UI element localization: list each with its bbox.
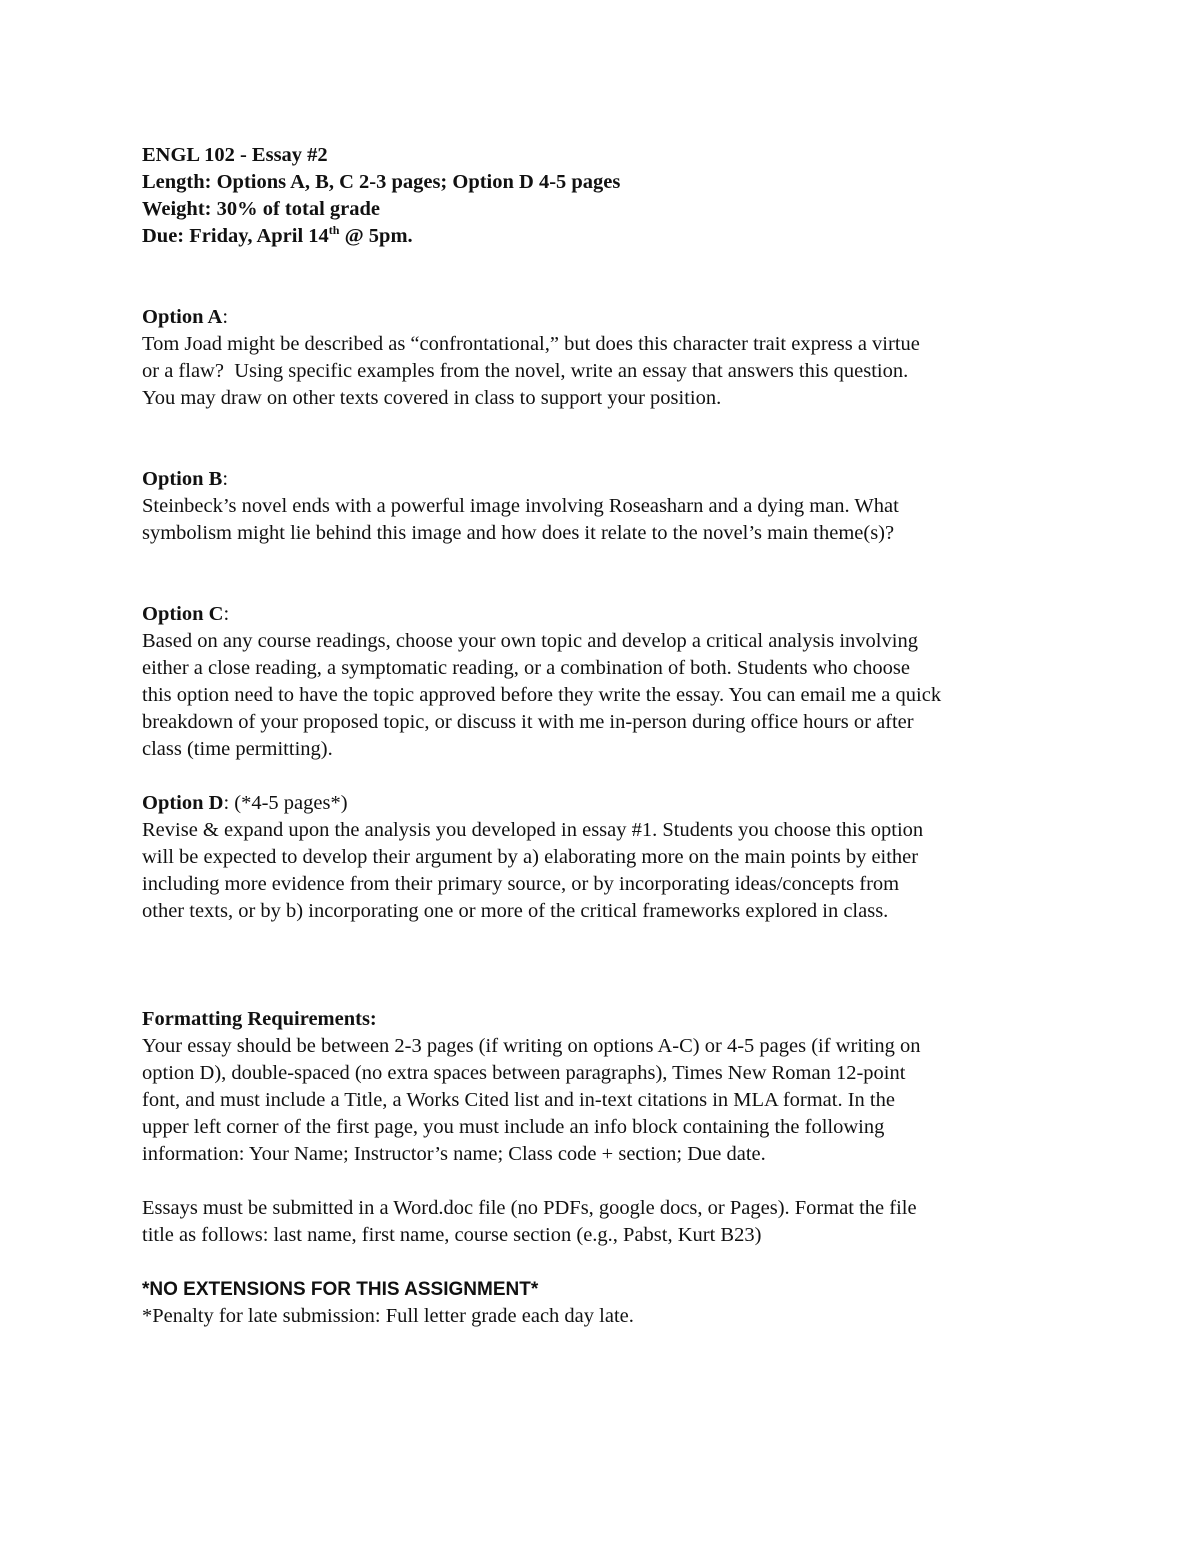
- option-b-line: Steinbeck’s novel ends with a powerful image involving Roseasharn and a dying man. What: [142, 495, 899, 517]
- option-c-line: class (time permitting).: [142, 738, 333, 760]
- option-a-line: or a flaw? Using specific examples from the novel, write an essay that answers this question.: [142, 360, 909, 382]
- option-c-line: Based on any course readings, choose your own topic and develop a critical analysis involving: [142, 630, 918, 652]
- option-b-section: [142, 466, 1072, 547]
- due-date-ordinal: th: [328, 223, 340, 238]
- option-d-heading: Option D: [142, 792, 224, 814]
- due-date-time: @ 5pm.: [339, 225, 413, 247]
- submission-line: Essays must be submitted in a Word.doc file (no PDFs, google docs, or Pages). Format the file: [142, 1197, 917, 1219]
- option-a-line: Tom Joad might be described as “confrontational,” but does this character trait express a virtue: [142, 333, 920, 355]
- formatting-line: font, and must include a Title, a Works Cited list and in-text citations in MLA format. In the: [142, 1089, 895, 1111]
- weight-requirement: Weight: 30% of total grade: [142, 198, 380, 220]
- option-c-line: breakdown of your proposed topic, or discuss it with me in-person during office hours or after: [142, 711, 914, 733]
- assignment-header: [142, 142, 1072, 250]
- length-requirement: Length: Options A, B, C 2-3 pages; Option D 4-5 pages: [142, 171, 621, 193]
- document-page: [142, 142, 1072, 1330]
- option-c-heading-suffix: :: [223, 603, 230, 625]
- late-penalty-notice: *Penalty for late submission: Full letter grade each day late.: [142, 1305, 634, 1327]
- course-title: ENGL 102 - Essay #2: [142, 144, 328, 166]
- option-d-line: including more evidence from their primary source, or by incorporating ideas/concepts from: [142, 873, 900, 895]
- option-d-line: other texts, or by b) incorporating one or more of the critical frameworks explored in class.: [142, 900, 889, 922]
- formatting-heading: Formatting Requirements:: [142, 1008, 377, 1030]
- formatting-line: Your essay should be between 2-3 pages (if writing on options A-C) or 4-5 pages (if writing on: [142, 1035, 921, 1057]
- option-a-heading-line: [142, 304, 1072, 331]
- option-d-line: Revise & expand upon the analysis you developed in essay #1. Students you choose this option: [142, 819, 924, 841]
- formatting-line: option D), double-spaced (no extra spaces between paragraphs), Times New Roman 12-point: [142, 1062, 906, 1084]
- option-c-section: [142, 601, 1072, 763]
- option-b-line: symbolism might lie behind this image and how does it relate to the novel’s main theme(s)?: [142, 522, 895, 544]
- option-c-heading: Option C: [142, 603, 224, 625]
- option-c-heading-line: [142, 601, 1072, 628]
- formatting-section: [142, 1006, 1072, 1168]
- option-d-section: [142, 790, 1072, 925]
- option-b-heading: Option B: [142, 468, 223, 490]
- option-c-line: either a close reading, a symptomatic reading, or a combination of both. Students who choose: [142, 657, 910, 679]
- option-c-line: this option need to have the topic approved before they write the essay. You can email me a quick: [142, 684, 942, 706]
- option-d-line: will be expected to develop their argument by a) elaborating more on the main points by either: [142, 846, 919, 868]
- option-b-heading-suffix: :: [222, 468, 229, 490]
- submission-section: [142, 1195, 1072, 1249]
- formatting-line: information: Your Name; Instructor’s name; Class code + section; Due date.: [142, 1143, 766, 1165]
- option-d-heading-suffix: : (*4-5 pages*): [223, 792, 348, 814]
- option-a-section: [142, 304, 1072, 412]
- option-a-line: You may draw on other texts covered in class to support your position.: [142, 387, 722, 409]
- submission-line: title as follows: last name, first name, course section (e.g., Pabst, Kurt B23): [142, 1224, 762, 1246]
- due-date-text: Due: Friday, April 14: [142, 225, 329, 247]
- formatting-line: upper left corner of the first page, you must include an info block containing the following: [142, 1116, 885, 1138]
- option-a-heading-suffix: :: [222, 306, 229, 328]
- notice-section: [142, 1276, 1072, 1330]
- option-d-heading-line: [142, 790, 1072, 817]
- option-a-heading: Option A: [142, 306, 223, 328]
- no-extensions-notice: *NO EXTENSIONS FOR THIS ASSIGNMENT*: [142, 1279, 539, 1300]
- option-b-heading-line: [142, 466, 1072, 493]
- due-date: [142, 223, 1072, 250]
